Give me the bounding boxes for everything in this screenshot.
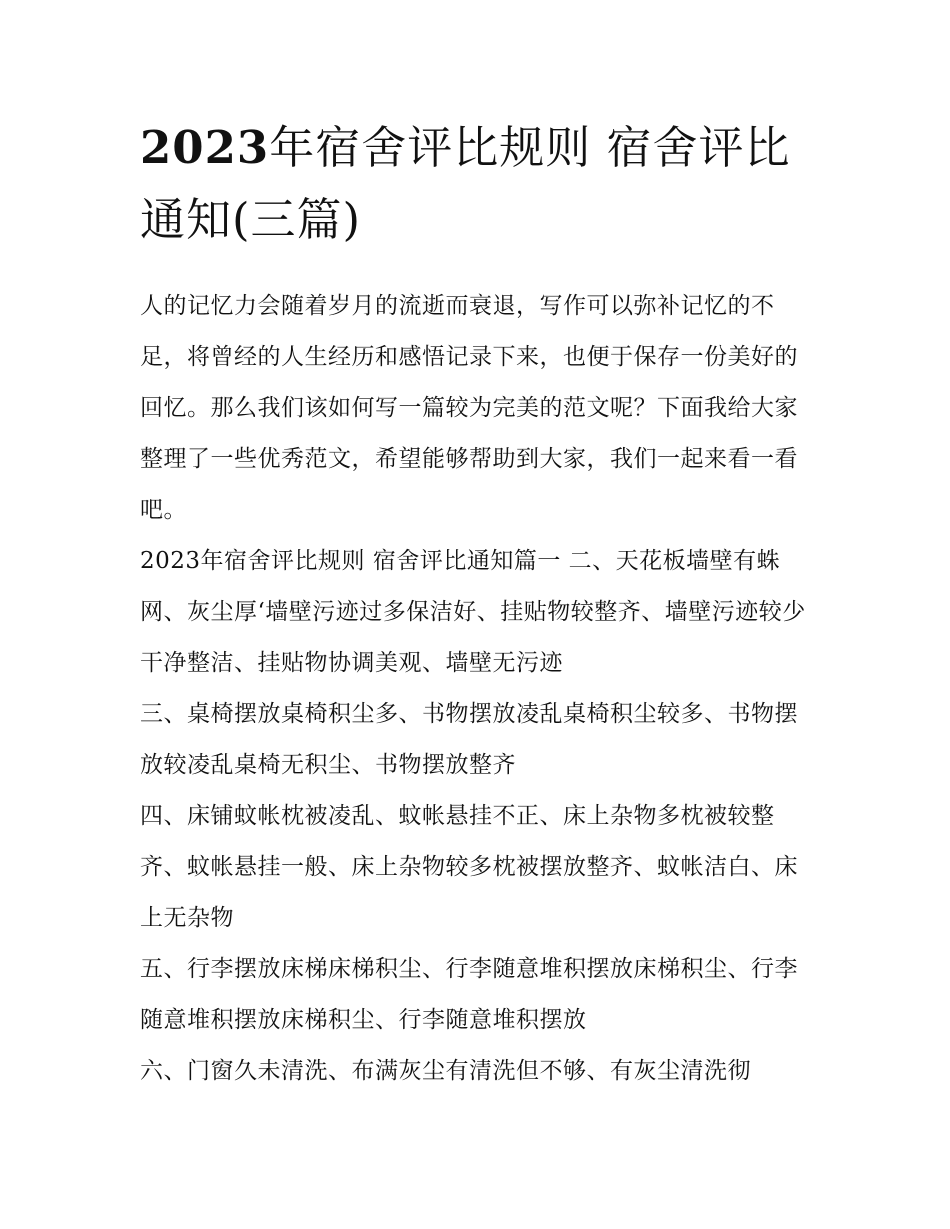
section-paragraph-6: 六、门窗久未清洗、布满灰尘有清洗但不够、有灰尘清洗彻 — [140, 1058, 751, 1084]
section-paragraph-4: 四、床铺蚊帐枕被凌乱、蚊帐悬挂不正、床上杂物多枕被较整齐、蚊帐悬挂一般、床上杂物较多枕被摆放整齐、蚊帐洁白、床上无杂物 — [140, 803, 798, 931]
title-year: 2023 — [140, 121, 270, 174]
section-paragraph-5: 五、行李摆放床梯床梯积尘、行李随意堆积摆放床梯积尘、行李随意堆积摆放床梯积尘、行李随意堆积摆放 — [140, 956, 798, 1033]
intro-paragraph: 人的记忆力会随着岁月的流逝而衰退，写作可以弥补记忆的不足，将曾经的人生经历和感悟记录下来，也便于保存一份美好的回忆。那么我们该如何写一篇较为完美的范文呢？下面我给大家整理了一些优秀范文，希望能够帮助到大家，我们一起来看一看吧。 — [140, 293, 798, 523]
document-page — [140, 112, 815, 1097]
section-paragraph-3: 三、桌椅摆放桌椅积尘多、书物摆放凌乱桌椅积尘较多、书物摆放较凌乱桌椅无积尘、书物摆放整齐 — [140, 701, 798, 778]
section-paragraph-1: 2023年宿舍评比规则 宿舍评比通知篇一 二、天花板墙壁有蛛网、灰尘厚‘墙壁污迹过多保洁好、挂贴物较整齐、墙壁污迹较少干净整洁、挂贴物协调美观、墙壁无污迹 — [140, 548, 806, 676]
document-title — [140, 112, 815, 256]
title-text: 年宿舍评比规则 宿舍评比通知(三篇) — [140, 121, 791, 246]
